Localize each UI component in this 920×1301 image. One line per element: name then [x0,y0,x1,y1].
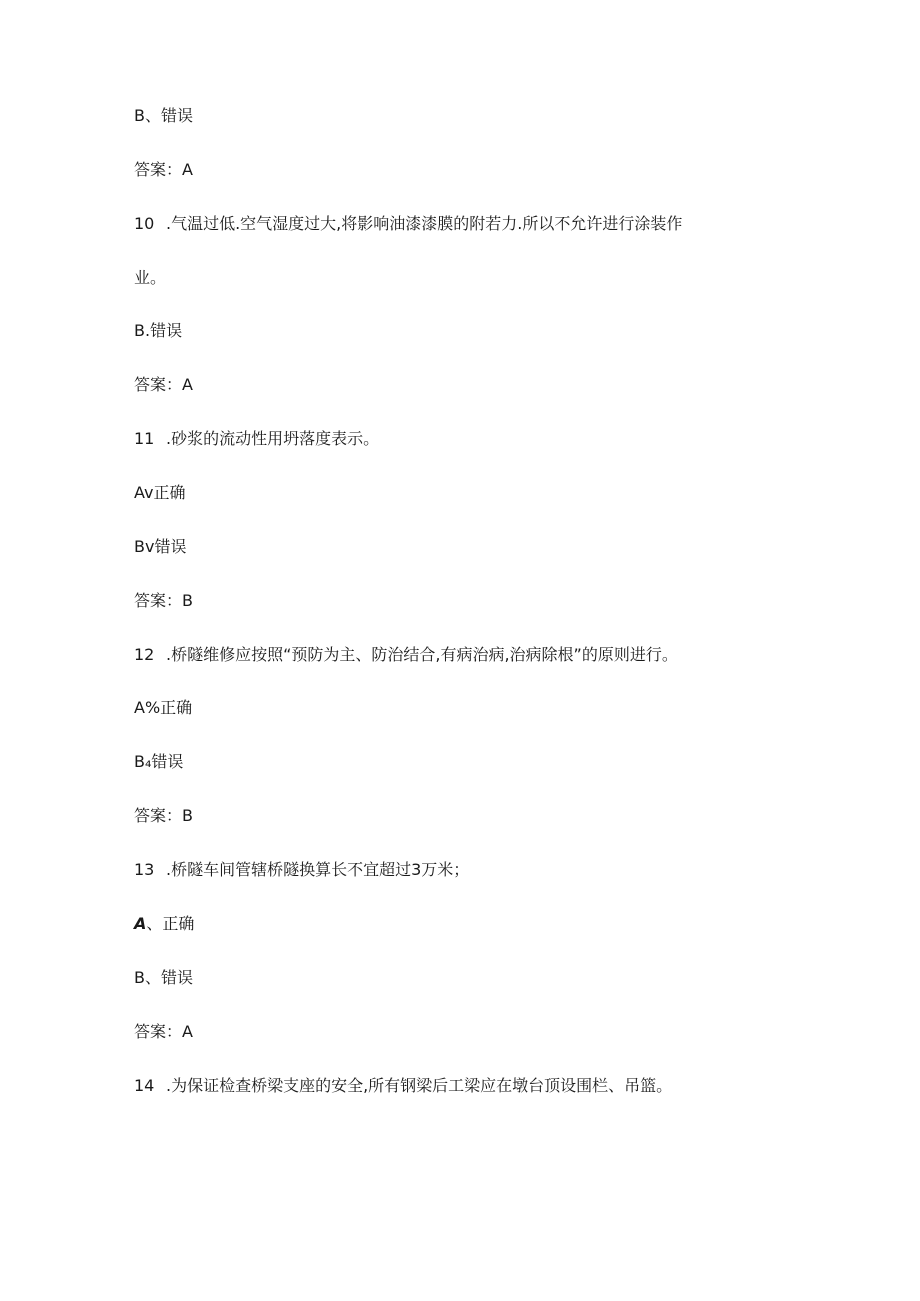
option-a-q12: A%正确 [134,698,193,717]
answer-q12: 答案：B [134,806,193,825]
question-number: 12 [134,645,155,664]
question-text: .桥隧维修应按照“预防为主、防治结合,有病治病,治病除根”的原则进行。 [166,645,678,664]
question-13 [134,860,469,880]
option-b-q9: B、错误 [134,106,193,125]
answer-q9: 答案：A [134,160,193,179]
question-14 [134,1076,672,1096]
question-text: .砂浆的流动性用坍落度表示。 [166,429,380,448]
answer-q10: 答案：A [134,375,193,394]
question-text: .为保证检查桥梁支座的安全,所有钢梁后工梁应在墩台顶设围栏、吊篮。 [166,1076,673,1095]
option-b-q11: Bv错误 [134,537,187,556]
option-a-q13: A、正确 [134,914,195,933]
option-a-q11: Av正确 [134,483,186,502]
question-11 [134,429,379,449]
question-10 [134,214,682,234]
option-b-q10: B.错误 [134,321,183,340]
question-number: 11 [134,429,155,448]
question-text: .桥隧车间管辖桥隧换算长不宜超过3万米； [166,860,470,879]
option-b-q13: B、错误 [134,968,193,987]
question-number: 13 [134,860,155,879]
option-b-q12: B₄错误 [134,752,184,771]
answer-q11: 答案：B [134,591,193,610]
question-12 [134,645,678,665]
option-letter: A [134,914,147,933]
question-number: 14 [134,1076,155,1095]
question-text: .气温过低.空气湿度过大,将影响油漆漆膜的附若力.所以不允许进行涂装作 [166,214,683,233]
question-number: 10 [134,214,155,233]
question-10-continuation: 业。 [134,268,167,287]
answer-q13: 答案：A [134,1022,193,1041]
